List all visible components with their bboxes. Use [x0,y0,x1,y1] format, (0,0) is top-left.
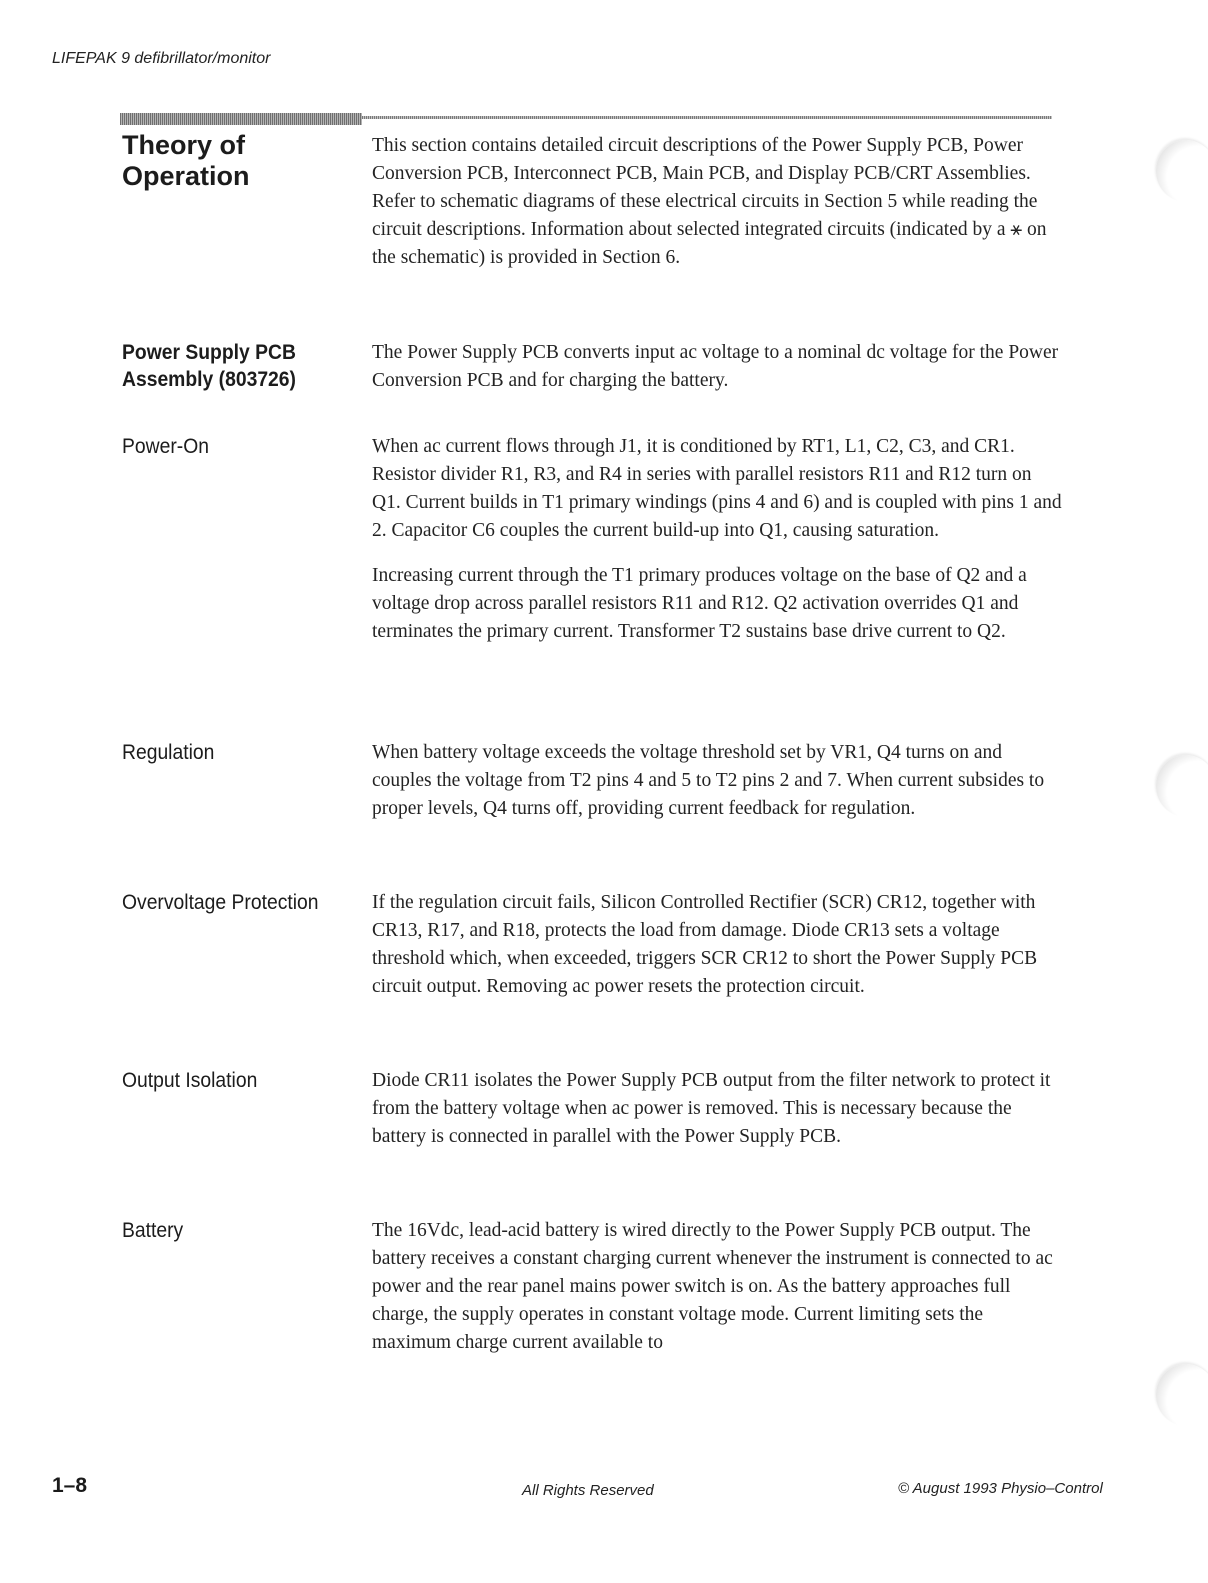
binder-hole-shadow [1150,140,1208,204]
binder-hole-shadow [1150,755,1208,819]
section-body [372,1067,1062,1151]
subsection-heading: Overvoltage Protection [122,891,319,914]
section-rule [120,113,1052,125]
page-number: 1–8 [52,1474,88,1497]
paragraph: The 16Vdc, lead-acid battery is wired directly to the Power Supply PCB output. The battery receives a constant charging current whenever the instrument is connected to ac power and the rear panel mains power switch is on. As the battery approaches full charge, the supply operates in constant voltage mode. Current limiting sets the maximum charge current available to [372,1220,1053,1353]
subsection-heading: Battery [122,1219,184,1242]
paragraph: Diode CR11 isolates the Power Supply PCB output from the filter network to protect it from the battery voltage when ac power is removed. This is necessary because the battery is connected in parallel with the Power Supply PCB. [372,1070,1051,1147]
running-header: LIFEPAK 9 defibrillator/monitor [52,50,271,67]
paragraph: The Power Supply PCB converts input ac voltage to a nominal dc voltage for the Power Conversion PCB and for charging the battery. [372,342,1059,391]
paragraph: This section contains detailed circuit descriptions of the Power Supply PCB, Power Conversion PCB, Interconnect PCB, Main PCB, and Display PCB/CRT Assemblies. Refer to schematic diagrams of these electrical circuits in Section 5 while reading the circuit descriptions. Information about selected integrated circuits (indicated by a ⚹ on the schematic) is provided in Section 6. [372,135,1047,268]
section-body [372,433,1062,646]
section-heading: Power Supply PCB Assembly (803726) [122,341,296,391]
chapter-heading: Theory of Operation [122,130,250,191]
section-body [372,132,1062,272]
rights-notice: All Rights Reserved [522,1482,654,1499]
section-body [372,889,1062,1001]
section-rule-heavy [120,113,362,125]
copyright-notice: © August 1993 Physio–Control [898,1480,1103,1497]
section-body [372,1217,1062,1357]
subsection-heading: Output Isolation [122,1069,258,1092]
paragraph: If the regulation circuit fails, Silicon Controlled Rectifier (SCR) CR12, together with CR13, R17, and R18, protects the load from damage. Diode CR13 sets a voltage threshold which, when exceeded, triggers SCR CR12 to short the Power Supply PCB circuit output. Removing ac power resets the protection circuit. [372,892,1038,997]
section-body [372,339,1062,395]
subsection-heading: Regulation [122,741,215,764]
binder-hole-shadow [1150,1364,1208,1428]
section-body [372,739,1062,823]
section-rule-light [362,116,1052,119]
paragraph: When ac current flows through J1, it is conditioned by RT1, L1, C2, C3, and CR1. Resistor divider R1, R3, and R4 in series with parallel resistors R11 and R12 turn on Q1. Current builds in T1 primary windings (pins 4 and 6) and is coupled with pins 1 and 2. Capacitor C6 couples the current build-up into Q1, causing saturation. [372,436,1062,541]
paragraph: When battery voltage exceeds the voltage threshold set by VR1, Q4 turns on and couples the voltage from T2 pins 4 and 5 to T2 pins 2 and 7. When current subsides to proper levels, Q4 turns off, providing current feedback for regulation. [372,742,1045,819]
subsection-heading: Power-On [122,435,209,458]
paragraph: Increasing current through the T1 primary produces voltage on the base of Q2 and a voltage drop across parallel resistors R11 and R12. Q2 activation overrides Q1 and terminates the primary current. Transformer T2 sustains base drive current to Q2. [372,565,1027,642]
